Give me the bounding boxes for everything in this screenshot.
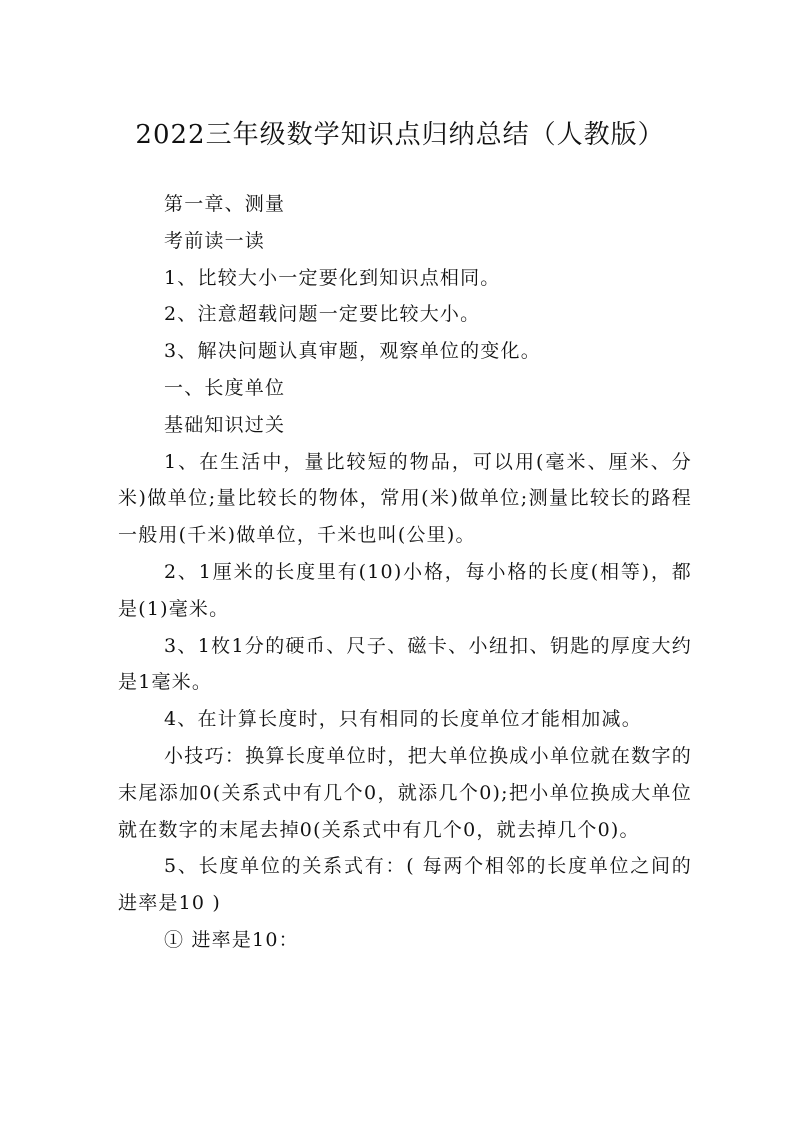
chapter-heading: 第一章、测量 — [164, 193, 286, 215]
paragraph: 3、1枚1分的硬币、尺子、磁卡、小纽扣、钥匙的厚度大约是1毫米。 — [118, 634, 692, 694]
document-title: 2022三年级数学知识点归纳总结（人教版） — [135, 120, 665, 151]
paragraph: 1、在生活中，量比较短的物品，可以用(毫米、厘米、分米)做单位;量比较长的物体，常用(米)做单位;测量比较长的路程一般用(千米)做单位，千米也叫(公里)。 — [118, 450, 692, 547]
section-heading: 考前读一读 — [164, 229, 266, 252]
section-heading: 基础知识过关 — [164, 413, 286, 436]
paragraph: 3、解决问题认真审题，观察单位的变化。 — [164, 340, 541, 363]
document-body — [118, 186, 692, 959]
list-item: ① 进率是10： — [164, 928, 299, 951]
tip-paragraph: 小技巧：换算长度单位时，把大单位换成小单位就在数字的末尾添加0(关系式中有几个0，就添几个0);把小单位换成大单位就在数字的末尾去掉0(关系式中有几个0，就去掉几个0)。 — [118, 744, 692, 841]
paragraph: 4、在计算长度时，只有相同的长度单位才能相加减。 — [164, 708, 642, 731]
paragraph: 2、注意超载问题一定要比较大小。 — [164, 303, 481, 326]
paragraph: 1、比较大小一定要化到知识点相同。 — [164, 266, 501, 289]
paragraph: 5、长度单位的关系式有：( 每两个相邻的长度单位之间的进率是10 ) — [118, 855, 692, 915]
paragraph: 2、1厘米的长度里有(10)小格，每小格的长度(相等)，都是(1)毫米。 — [118, 560, 692, 620]
section-heading: 一、长度单位 — [164, 376, 286, 399]
